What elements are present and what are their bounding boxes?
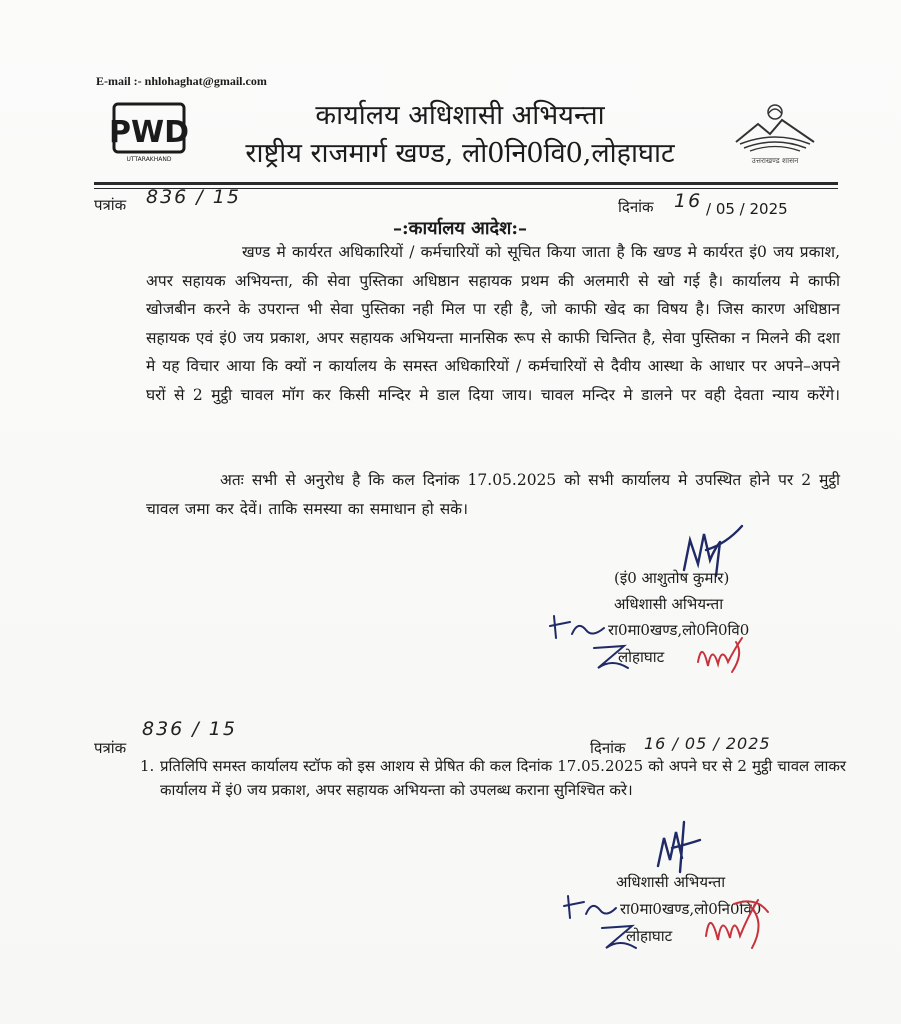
- header-rule: [94, 182, 838, 185]
- ref-label: पत्रांक: [94, 196, 127, 214]
- red-initial-scribble: [692, 632, 748, 678]
- initials-scribble: [548, 612, 608, 642]
- date-label: दिनांक: [618, 198, 654, 216]
- copy-date-label: दिनांक: [590, 739, 626, 757]
- office-title-line1: कार्यालय अधिशासी अभियन्ता: [315, 100, 605, 131]
- date-printed: / 05 / 2025: [706, 200, 788, 218]
- pwd-logo: [109, 100, 189, 163]
- copy-ref-label: पत्रांक: [94, 739, 127, 757]
- order-paragraph-2: [146, 466, 840, 523]
- copy-item-number: 1.: [140, 757, 155, 775]
- copy-list-item: [140, 754, 846, 802]
- order-paragraph-2-text: अतः सभी से अनुरोध है कि कल दिनांक 17.05.2025 को सभी कार्यालय मे उपस्थित होने पर 2 मुट्ठी चावल जमा कर देवें। ताकि समस्या का समाधान हो सके।: [146, 471, 840, 518]
- signatory-place: लोहाघाट: [618, 648, 665, 666]
- office-title-line2: राष्ट्रीय राजमार्ग खण्ड, लो0नि0वि0,लोहाघाट: [245, 138, 675, 169]
- signatory-office: रा0मा0खण्ड,लो0नि0वि0: [608, 621, 750, 639]
- order-title: –:कार्यालय आदेश:–: [393, 218, 527, 239]
- date-day-handwritten: 16: [674, 190, 703, 212]
- copy-date-handwritten: 16 / 05 / 2025: [644, 734, 771, 753]
- pwd-logo-text: PWD: [109, 115, 189, 150]
- copy-ref-number-handwritten: 836 / 15: [142, 718, 237, 740]
- copy-signatory-title: अधिशासी अभियन्ता: [616, 873, 726, 891]
- email-line: E-mail :- nhlohaghat@gmail.com: [96, 74, 267, 88]
- uttarakhand-emblem-icon: [730, 100, 820, 166]
- red-initial-scribble-2: [700, 892, 774, 956]
- signature-scribble-2: [650, 814, 706, 876]
- copy-item-text: प्रतिलिपि समस्त कार्यालय स्टॉफ को इस आशय से प्रेषित की कल दिनांक 17.05.2025 को अपने घर से 2 मुट्ठी चावल लाकर कार्यालय में इं0 जय प्रकाश, अपर सहायक अभियन्ता को उपलब्ध कराना सुनिश्चित करे।: [160, 757, 846, 799]
- order-paragraph-1-text: खण्ड मे कार्यरत अधिकारियों / कर्मचारियों को सूचित किया जाता है कि खण्ड मे कार्यरत इं0 जय प्रकाश, अपर सहायक अभियन्ता, की सेवा पुस्तिका अधिष्ठान सहायक प्रथम की अलमारी से खो गई है। कार्यालय मे काफी खोजबीन करने के उपरान्त भी सेवा पुस्तिका नही मिल पा रही है, जो काफी खेद का विषय है। जिस कारण अधिष्ठान सहायक एवं इं0 जय प्रकाश, अपर सहायक अभियन्ता मानसिक रूप से काफी चिन्तित है, सेवा पुस्तिका न मिलने की दशा मे यह विचार आया कि क्यों न कार्यालय के समस्त अधिकारियों / कर्मचारियों से दैवीय आस्था के आधार पर अपने–अपने घरों से 2 मुट्ठी चावल मॉग कर किसी मन्दिर मे डाल दिया जाय। चावल मन्दिर मे डालने पर वही देवता न्याय करेंगे।: [146, 243, 840, 404]
- pwd-logo-caption: UTTARAKHAND: [126, 156, 172, 163]
- signatory-title: अधिशासी अभियन्ता: [614, 595, 724, 613]
- signatory-name: (इं0 आशुतोष कुमार): [614, 569, 730, 587]
- copy-signatory-office: रा0मा0खण्ड,लो0नि0वि0: [620, 900, 762, 918]
- emblem-caption: उत्तराखण्ड शासन: [751, 156, 799, 165]
- copy-signatory-place: लोहाघाट: [626, 927, 673, 945]
- order-paragraph-1: [146, 238, 840, 410]
- initials-scribble-2: [562, 892, 618, 922]
- ref-number-handwritten: 836 / 15: [146, 186, 241, 208]
